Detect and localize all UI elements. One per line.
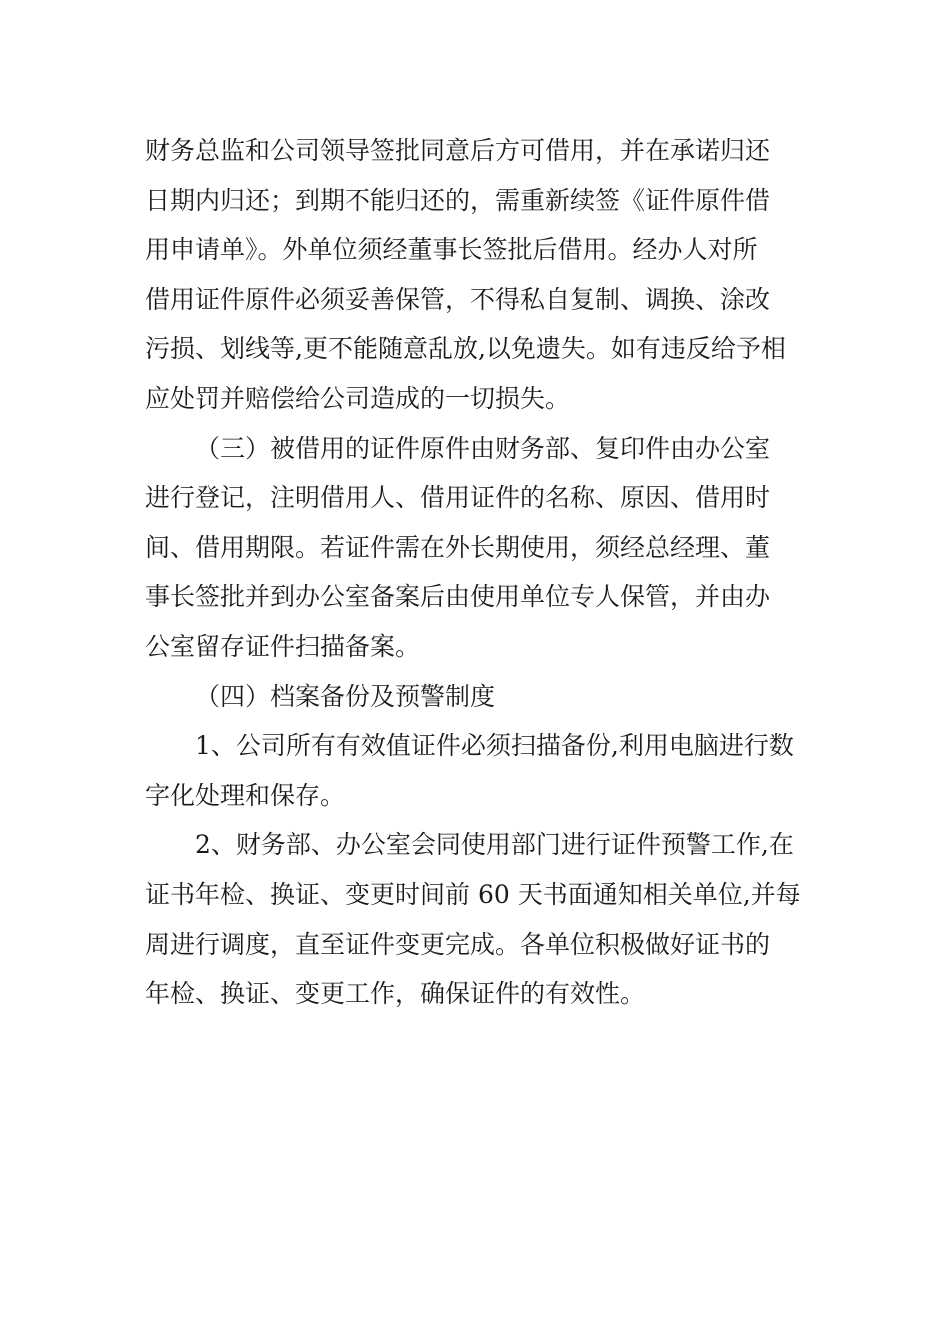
text-line: 日期内归还；到期不能归还的，需重新续签《证件原件借 bbox=[145, 185, 771, 215]
paragraph-item-two bbox=[145, 820, 807, 1018]
text-line: 事长签批并到办公室备案后由使用单位专人保管，并由办 bbox=[145, 582, 771, 612]
text-line: 借用证件原件必须妥善保管，不得私自复制、调换、涂改 bbox=[145, 284, 771, 314]
paragraph-section-three bbox=[145, 424, 807, 672]
text-line: 1、公司所有有效值证件必须扫描备份,利用电脑进行数 bbox=[195, 731, 794, 761]
text-line: 进行登记，注明借用人、借用证件的名称、原因、借用时 bbox=[145, 483, 771, 513]
text-line: 污损、划线等,更不能随意乱放,以免遗失。如有违反给予相 bbox=[145, 334, 786, 364]
text-line: 财务总监和公司领导签批同意后方可借用，并在承诺归还 bbox=[145, 136, 771, 165]
text-line: （三）被借用的证件原件由财务部、复印件由办公室 bbox=[195, 433, 771, 463]
text-line: 用申请单》。外单位须经董事长签批后借用。经办人对所 bbox=[145, 235, 758, 265]
text-line: 字化处理和保存。 bbox=[145, 780, 346, 810]
section-heading-four bbox=[145, 672, 807, 722]
text-line: 间、借用期限。若证件需在外长期使用，须经总经理、董 bbox=[145, 532, 771, 562]
text-line: 周进行调度，直至证件变更完成。各单位积极做好证书的 bbox=[145, 929, 771, 959]
text-line: 证书年检、换证、变更时间前 60 天书面通知相关单位,并每 bbox=[145, 879, 801, 909]
text-line: 公室留存证件扫描备案。 bbox=[145, 631, 421, 661]
paragraph-item-one bbox=[145, 721, 807, 820]
heading-line: （四）档案备份及预警制度 bbox=[195, 681, 496, 711]
text-line: 2、财务部、办公室会同使用部门进行证件预警工作,在 bbox=[195, 830, 794, 860]
text-line: 年检、换证、变更工作，确保证件的有效性。 bbox=[145, 979, 646, 1009]
document-body bbox=[145, 126, 807, 1019]
paragraph-borrowing-approval bbox=[145, 126, 807, 424]
text-line: 应处罚并赔偿给公司造成的一切损失。 bbox=[145, 383, 571, 413]
